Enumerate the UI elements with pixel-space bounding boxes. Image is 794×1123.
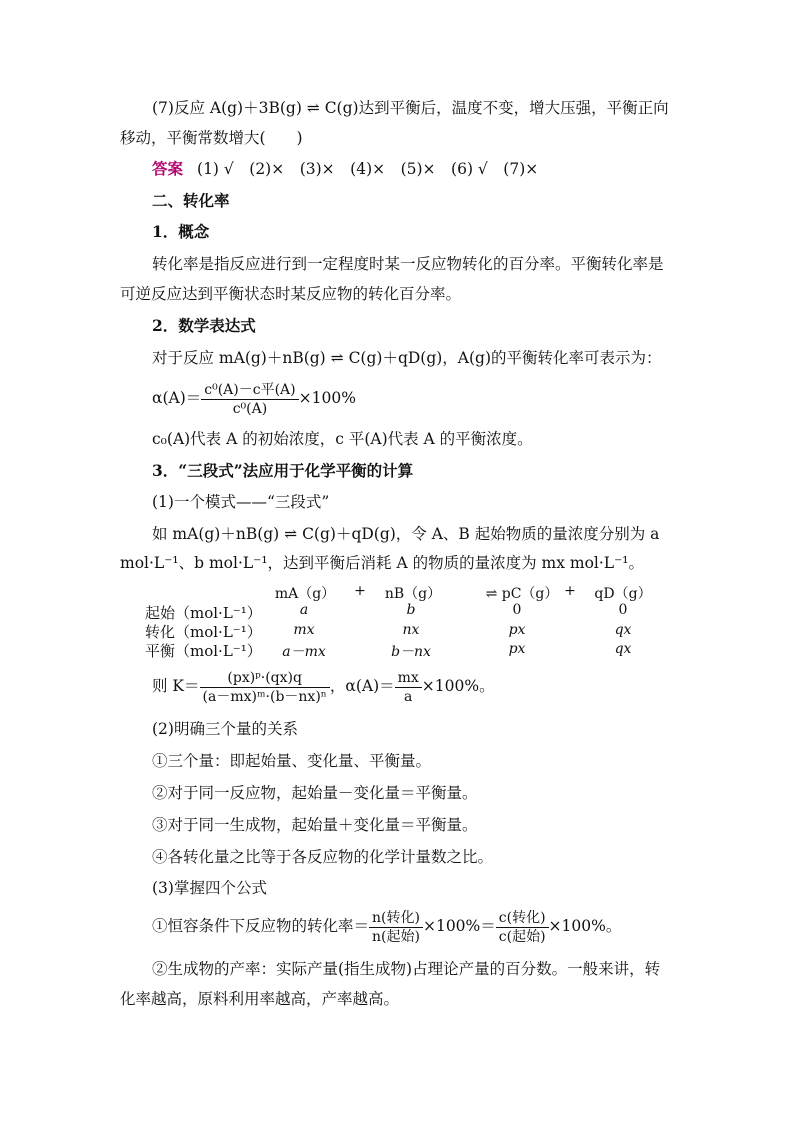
formula-1-numerator-n: n(转化) [369, 909, 423, 928]
alpha2-lhs: ，α(A)＝ [329, 677, 395, 695]
table-row-label-initial: 起始（mol·L⁻¹） [145, 604, 262, 622]
list-item: ②对于同一反应物，起始量－变化量＝平衡量。 [152, 784, 478, 802]
table-header-mA: mA（g） [274, 586, 336, 602]
table-cell: b [406, 602, 416, 618]
question-7-line-1: (7)反应 A(g)＋3B(g) ⇌ C(g)达到平衡后，温度不变，增大压强，平衡正向 [152, 99, 669, 117]
alpha-denominator: c⁰(A) [232, 400, 268, 417]
concept-paragraph-line-2: 可逆反应达到平衡状态时某反应物的转化百分率。 [120, 285, 462, 303]
table-header-qD: qD（g） [594, 586, 652, 602]
k-formula [152, 666, 712, 706]
alpha2-fraction [395, 669, 422, 706]
table-cell: a－mx [282, 644, 326, 660]
pattern-paragraph-line-2: mol·L⁻¹、b mol·L⁻¹，达到平衡后消耗 A 的物质的量浓度为 mx mol·L⁻¹。 [120, 554, 644, 572]
alpha-formula-lhs: α(A)＝ [152, 389, 202, 407]
alpha2-tail: ×100%。 [421, 677, 495, 695]
answer-label: 答案 [152, 159, 184, 178]
pattern-paragraph-line-1: 如 mA(g)＋nB(g) ⇌ C(g)＋qD(g)，令 A、B 起始物质的量浓度分别为 a [152, 525, 660, 543]
table-cell: a [299, 602, 309, 618]
formula-1-fraction-n [369, 909, 423, 946]
answer-line [152, 158, 712, 180]
k-denominator: (a－mx)ᵐ·(b－nx)ⁿ [202, 688, 327, 705]
list-item: ④各转化量之比等于各反应物的化学计量数之比。 [152, 848, 494, 866]
yield-paragraph-line-2: 化率越高，原料利用率越高，产率越高。 [120, 990, 400, 1008]
k-fraction [200, 669, 330, 706]
k-formula-lhs: 则 K＝ [152, 677, 200, 695]
table-cell: px [508, 641, 526, 657]
table-cell: 0 [512, 602, 522, 618]
subheading-four-formulas: (3)掌握四个公式 [152, 879, 267, 897]
list-item: ①三个量：即起始量、变化量、平衡量。 [152, 752, 432, 770]
subheading-three-stage: 3．“三段式”法应用于化学平衡的计算 [152, 461, 414, 480]
subheading-concept: 1．概念 [152, 222, 210, 241]
table-header-plus-2: + [564, 583, 576, 599]
alpha2-numerator: mx [395, 669, 422, 688]
table-cell: mx [293, 622, 315, 638]
table-header-pC: ⇌ pC（g） [485, 586, 559, 602]
subheading-one-pattern: (1)一个模式——“三段式” [152, 493, 330, 511]
table-header-nB: nB（g） [384, 586, 442, 602]
formula-1-mid: ×100%＝ [422, 917, 496, 935]
alpha-formula [152, 378, 712, 418]
formula-1-numerator-c: c(转化) [496, 909, 549, 928]
alpha2-denominator: a [404, 688, 413, 705]
table-header-plus-1: + [354, 583, 366, 599]
alpha-formula-tail: ×100% [298, 389, 356, 407]
formula-1-denominator-c: c(起始) [498, 928, 546, 945]
alpha-fraction [201, 381, 298, 418]
table-cell: px [508, 622, 526, 638]
formula-1-fraction-c [496, 909, 549, 946]
formula-1-lhs: ①恒容条件下反应物的转化率＝ [152, 917, 370, 935]
yield-paragraph-line-1: ②生成物的产率：实际产量(指生成物)占理论产量的百分数。一般来讲，转 [152, 960, 661, 978]
conversion-rate-formula [152, 906, 712, 946]
concept-paragraph-line-1: 转化率是指反应进行到一定程度时某一反应物转化的百分率。平衡转化率是 [152, 255, 664, 273]
expression-intro: 对于反应 mA(g)＋nB(g) ⇌ C(g)＋qD(g)，A(g)的平衡转化率可表示为： [152, 349, 662, 367]
question-7-line-2: 移动，平衡常数增大( ) [120, 129, 303, 147]
answer-text: (1) √ (2)× (3)× (4)× (5)× (6) √ (7)× [197, 160, 539, 178]
concentration-note: c₀(A)代表 A 的初始浓度，c 平(A)代表 A 的平衡浓度。 [152, 430, 533, 448]
formula-1-tail: ×100%。 [548, 917, 622, 935]
table-cell: 0 [618, 602, 628, 618]
subheading-expression: 2．数学表达式 [152, 316, 256, 335]
table-cell: qx [614, 641, 632, 657]
subheading-three-quantities: (2)明确三个量的关系 [152, 720, 298, 738]
list-item: ③对于同一生成物，起始量＋变化量＝平衡量。 [152, 816, 478, 834]
table-cell: b－nx [391, 644, 431, 660]
section-heading-conversion-rate: 二、转化率 [152, 191, 230, 210]
formula-1-denominator-n: n(起始) [372, 928, 420, 945]
table-cell: qx [614, 622, 632, 638]
alpha-numerator: c⁰(A)－c平(A) [201, 381, 298, 400]
table-row-label-equilibrium: 平衡（mol·L⁻¹） [145, 642, 262, 660]
table-cell: nx [402, 622, 420, 638]
table-row-label-change: 转化（mol·L⁻¹） [145, 623, 262, 641]
k-numerator: (px)ᵖ·(qx)q [200, 669, 330, 688]
